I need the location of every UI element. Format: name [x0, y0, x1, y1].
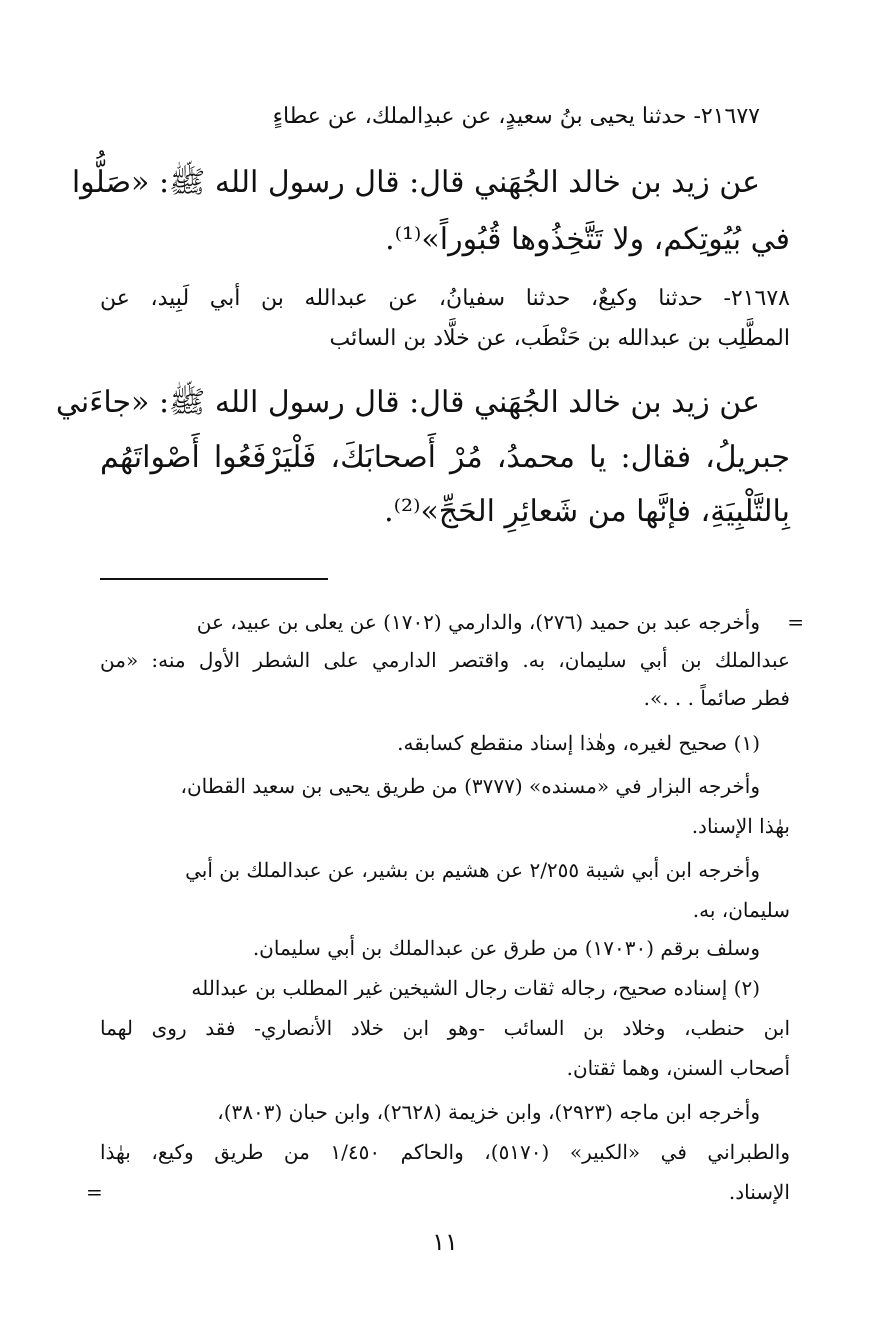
footnote-line: عبدالملك بن أبي سليمان، به. واقتصر الدارمي على الشطر الأول منه: «من: [100, 648, 790, 672]
hadith-21678-isnad-line-1: ٢١٦٧٨- حدثنا وكيعٌ، حدثنا سفيانُ، عن عبدالله بن أبي لَبِيد، عن: [100, 286, 790, 311]
footnote-line: وأخرجه البزار في «مسنده» (٣٧٧٧) من طريق يحيى بن سعيد القطان،: [180, 774, 760, 798]
footnote-1: (١) صحيح لغيره، وهٰذا إسناد منقطع كسابقه.: [397, 731, 760, 755]
hadith-21678-matn-line-3: بِالتَّلْبِيَةِ، فإنَّها من شَعائِرِ الحَجِّ»⁽²⁾.: [384, 494, 790, 529]
footnote-line: وأخرجه ابن ماجه (٢٩٢٣)، وابن خزيمة (٢٦٢٨)، وابن حبان (٣٨٠٣)،: [217, 1100, 760, 1124]
hadith-21678-isnad-line-2: المطَّلِب بن عبدالله بن حَنْطَب، عن خلَّاد بن السائب: [329, 326, 790, 351]
footnote-line: وأخرجه عبد بن حميد (٢٧٦)، والدارمي (١٧٠٢) عن يعلى بن عبيد، عن: [196, 610, 760, 634]
hadith-21678-matn-line-1: عن زيد بن خالد الجُهَني قال: قال رسول الله ﷺ: «جاءَني: [55, 385, 760, 420]
footnote-separator: [100, 578, 328, 580]
continuation-mark-top: =: [787, 610, 804, 634]
footnote-line: الإسناد.: [728, 1180, 790, 1204]
hadith-21677-matn-line-1: عن زيد بن خالد الجُهَني قال: قال رسول الله ﷺ: «صَلُّوا: [71, 165, 760, 200]
footnote-line: ابن حنطب، وخلاد بن السائب -وهو ابن خلاد الأنصاري- فقد روى لهما: [100, 1016, 790, 1040]
hadith-21677-isnad: ٢١٦٧٧- حدثنا يحيى بنُ سعيدٍ، عن عبدِالملك، عن عطاءٍ: [272, 104, 760, 129]
footnote-line: فطر صائماً . . .».: [643, 686, 790, 710]
hadith-21677-matn-line-2: في بُيُوتِكم، ولا تَتَّخِذُوها قُبُوراً»⁽¹⁾.: [385, 222, 790, 257]
footnote-line: بهٰذا الإسناد.: [691, 814, 790, 838]
footnote-2: (٢) إسناده صحيح، رجاله ثقات رجال الشيخين غير المطلب بن عبدالله: [191, 976, 760, 1000]
hadith-21678-matn-line-2: جبريلُ، فقال: يا محمدُ، مُرْ أَصحابَكَ، فَلْيَرْفَعُوا أَصْواتَهُم: [100, 440, 790, 475]
continuation-mark-bottom: =: [86, 1180, 103, 1204]
footnote-line: وأخرجه ابن أبي شيبة ٢/٢٥٥ عن هشيم بن بشير، عن عبدالملك بن أبي: [185, 858, 760, 882]
footnote-line: سليمان، به.: [692, 898, 790, 922]
footnote-line: أصحاب السنن، وهما ثقتان.: [566, 1056, 790, 1080]
footnote-line: والطبراني في «الكبير» (٥١٧٠)، والحاكم ١/٤٥٠ من طريق وكيع، بهٰذا: [100, 1140, 790, 1164]
page-number: ١١: [432, 1228, 458, 1256]
footnote-line: وسلف برقم (١٧٠٣٠) من طرق عن عبدالملك بن أبي سليمان.: [252, 936, 760, 960]
